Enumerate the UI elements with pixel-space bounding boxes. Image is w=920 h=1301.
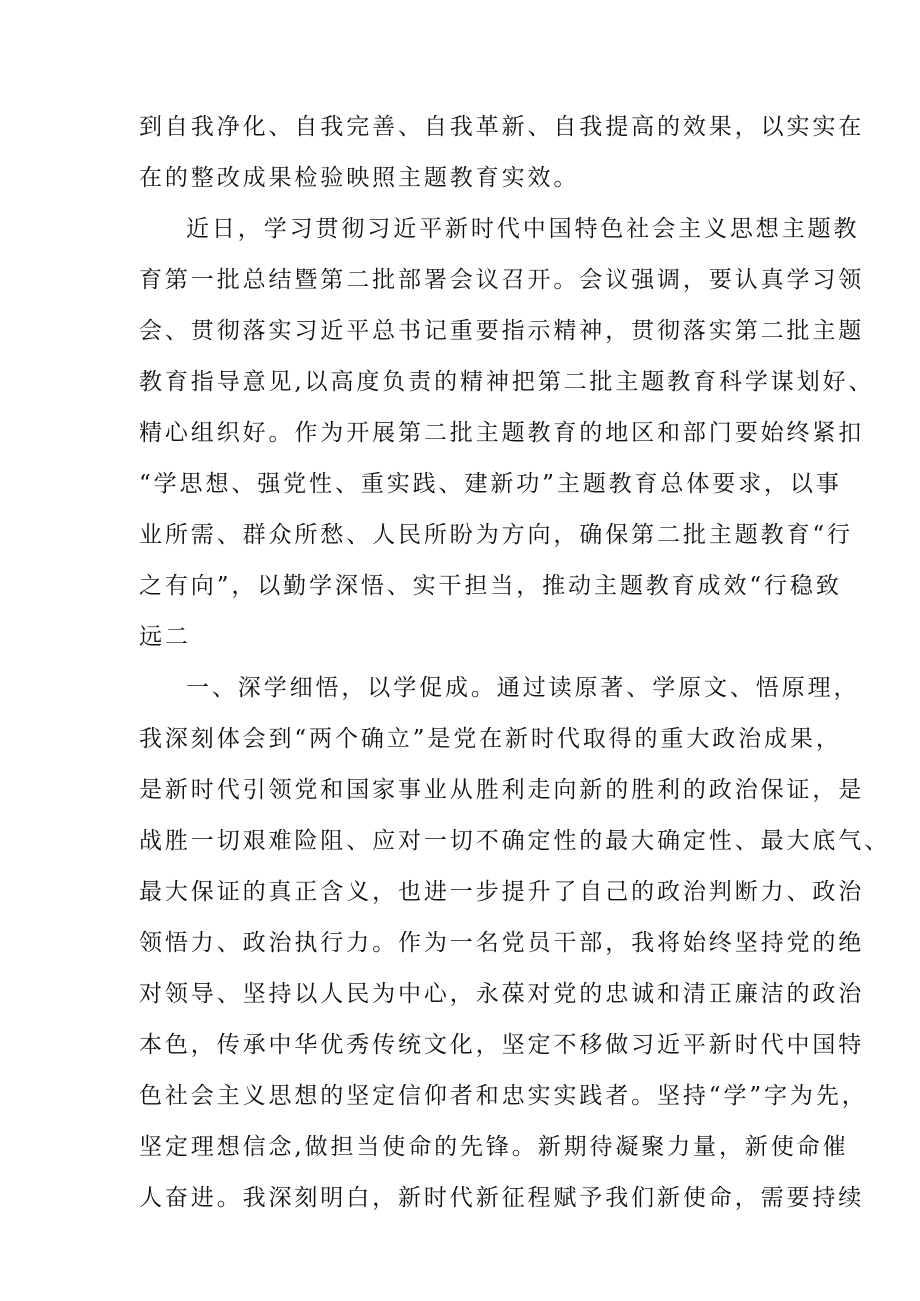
text-line: 精心组织好。作为开展第二批主题教育的地区和部门要始终紧扣 [139, 420, 865, 446]
text-line: 之有向”，以勤学深悟、实干担当，推动主题教育成效“行稳致 [139, 573, 842, 599]
text-line: 是新时代引领党和国家事业从胜利走向新的胜利的政治保证，是 [139, 777, 865, 803]
text-line: 坚定理想信念,做担当使命的先锋。新期待凝聚力量，新使命催 [139, 1134, 849, 1160]
text-line: 在的整改成果检验映照主题教育实效。 [139, 165, 580, 191]
text-line: 最大保证的真正含义，也进一步提升了自己的政治判断力、政治 [139, 879, 865, 905]
section-heading-line: 一、深学细悟，以学促成。通过读原著、学原文、悟原理， [186, 675, 860, 701]
text-line: “学思想、强党性、重实践、建新功”主题教育总体要求，以事 [139, 471, 842, 497]
text-line: 育第一批总结暨第二批部署会议召开。会议强调，要认真学习领 [139, 267, 865, 293]
text-line: 会、贯彻落实习近平总书记重要指示精神，贯彻落实第二批主题 [139, 318, 865, 344]
text-line: 业所需、群众所愁、人民所盼为方向，确保第二批主题教育“行 [139, 522, 853, 548]
text-line: 对领导、坚持以人民为中心，永葆对党的忠诚和清正廉洁的政治 [139, 981, 865, 1007]
text-line: 远二 [139, 624, 191, 650]
paragraph-first-line: 近日，学习贯彻习近平新时代中国特色社会主义思想主题教 [186, 216, 860, 242]
text-line: 战胜一切艰难险阻、应对一切不确定性的最大确定性、最大底气、 [139, 828, 891, 854]
text-line: 人奋进。我深刻明白，新时代新征程赋予我们新使命，需要持续 [139, 1185, 865, 1211]
text-line: 色社会主义思想的坚定信仰者和忠实实践者。坚持“学”字为先， [139, 1083, 868, 1109]
text-line: 我深刻体会到“两个确立”是党在新时代取得的重大政治成果， [139, 726, 842, 752]
text-line: 领悟力、政治执行力。作为一名党员干部，我将始终坚持党的绝 [139, 930, 865, 956]
text-line: 教育指导意见,以高度负责的精神把第二批主题教育科学谋划好、 [139, 369, 875, 395]
text-line: 到自我净化、自我完善、自我革新、自我提高的效果，以实实在 [139, 114, 865, 140]
text-line: 本色，传承中华优秀传统文化，坚定不移做习近平新时代中国特 [139, 1032, 865, 1058]
